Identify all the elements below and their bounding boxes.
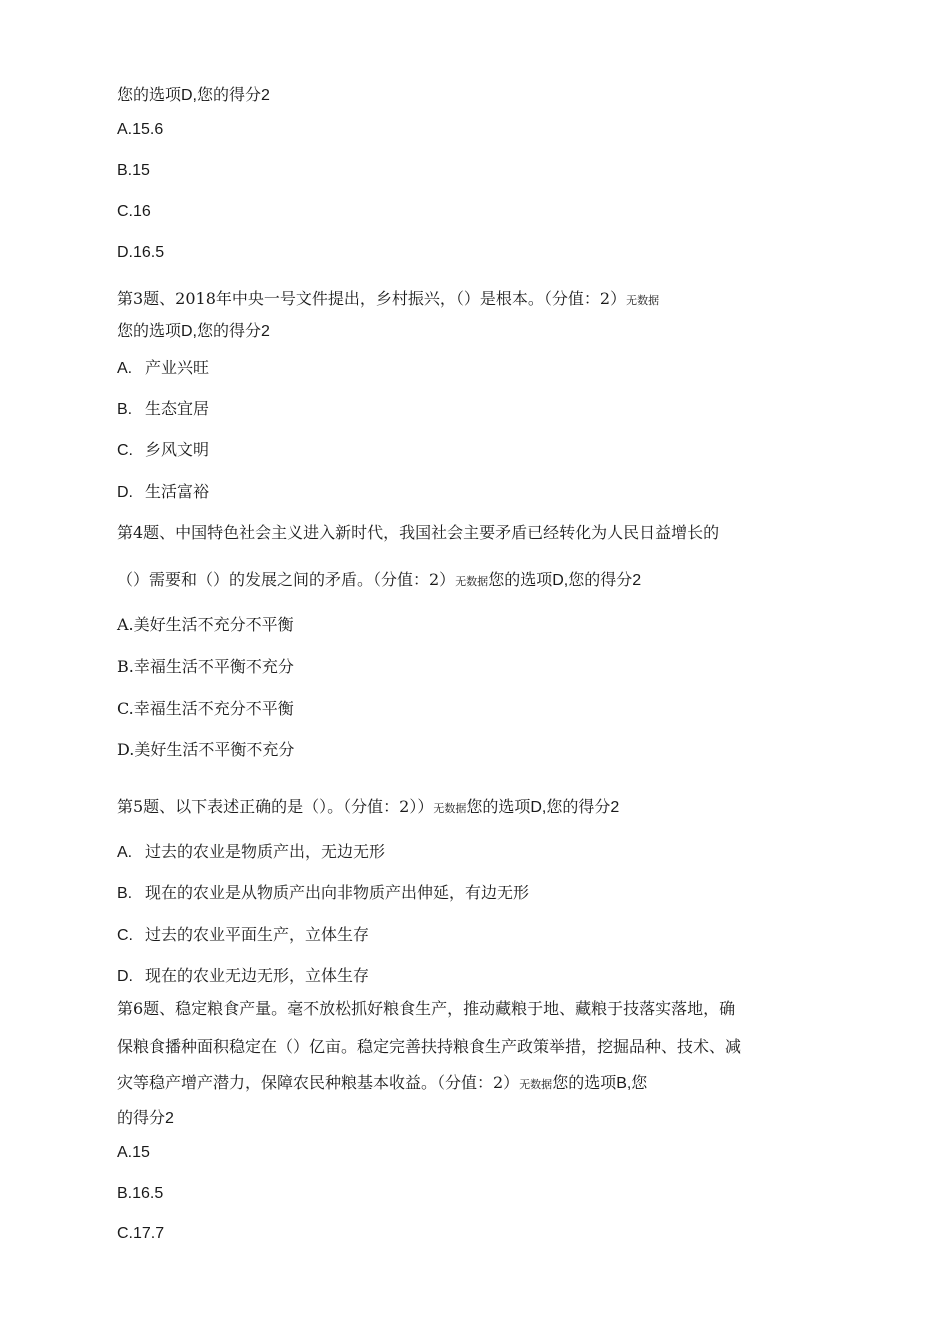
q4-option-b: B.幸福生活不平衡不充分 [117,657,294,676]
q5-option-a [117,841,385,864]
q2-option-a: A.15.6 [117,121,164,138]
q5-no-data: 无数据 [433,802,467,815]
q2-option-d: D.16.5 [117,244,165,261]
q6-option-a: A.15 [117,1144,150,1161]
q6-question-line1: 第6题、稳定粮食产量。毫不放松抓好粮食生产，推动藏粮于地、藏粮于技落实落地，确 [117,999,736,1018]
q2-option-c: C.16 [117,203,151,220]
q6-option-c: C.17.7 [117,1225,165,1242]
q6-no-data: 无数据 [519,1078,553,1091]
q6-result-part2: 的得分2 [117,1110,174,1127]
q6-result-part1: 您的选项B,您 [552,1075,648,1092]
q5-option-d-label: D. [117,968,133,985]
q4-option-a: A.美好生活不充分不平衡 [117,615,294,634]
q3-option-a-label: A. [117,360,133,377]
q3-option-d-label: D. [117,484,133,501]
q3-option-b-label: B. [117,401,133,418]
q3-option-b [117,398,209,421]
q4-option-c: C.幸福生活不充分不平衡 [117,699,294,718]
q5-question [117,796,619,820]
q3-question-text: 第3题、2018年中央一号文件提出，乡村振兴，（）是根本。（分值：2） [117,289,627,308]
q2-option-b: B.15 [117,162,150,179]
q4-question-line2 [117,569,641,593]
q5-option-c-label: C. [117,927,133,944]
q3-no-data: 无数据 [626,294,660,307]
q3-option-c-label: C. [117,442,133,459]
q4-result: 您的选项D,您的得分2 [488,572,642,589]
q5-option-d-text: 现在的农业无边无形，立体生存 [145,966,370,985]
q3-option-a [117,357,209,380]
q3-question [117,288,659,312]
q5-option-c-text: 过去的农业平面生产，立体生存 [145,925,370,944]
q5-question-text: 第5题、以下表述正确的是（）。（分值：2）） [117,797,434,816]
q4-question-text: （）需要和（）的发展之间的矛盾。（分值：2） [117,570,456,589]
q5-result: 您的选项D,您的得分2 [466,799,620,816]
q3-option-c-text: 乡风文明 [145,440,210,459]
q3-option-b-text: 生态宜居 [145,399,210,418]
q4-question-line1: 第4题、中国特色社会主义进入新时代，我国社会主要矛盾已经转化为人民日益增长的 [117,523,720,542]
q6-option-b: B.16.5 [117,1185,164,1202]
q6-question-line2: 保粮食播种面积稳定在（）亿亩。稳定完善扶持粮食生产政策举措，挖掘品种、技术、减 [117,1037,742,1056]
q4-no-data: 无数据 [455,575,489,588]
q5-option-b-text: 现在的农业是从物质产出向非物质产出伸延，有边无形 [145,883,530,902]
q3-option-c [117,439,209,462]
q5-option-a-label: A. [117,844,133,861]
q3-result: 您的选项D,您的得分2 [117,323,270,340]
q5-option-d [117,965,369,988]
q3-option-d [117,481,209,504]
q2-result: 您的选项D,您的得分2 [117,87,270,104]
q3-option-d-text: 生活富裕 [145,482,210,501]
q4-option-d: D.美好生活不平衡不充分 [117,740,295,759]
q3-option-a-text: 产业兴旺 [145,358,210,377]
q5-option-b [117,882,529,905]
q5-option-c [117,924,369,947]
q6-question-line3 [117,1072,647,1096]
q6-question-text: 灾等稳产增产潜力，保障农民种粮基本收益。（分值：2） [117,1073,520,1092]
q5-option-b-label: B. [117,885,133,902]
q5-option-a-text: 过去的农业是物质产出，无边无形 [145,842,386,861]
